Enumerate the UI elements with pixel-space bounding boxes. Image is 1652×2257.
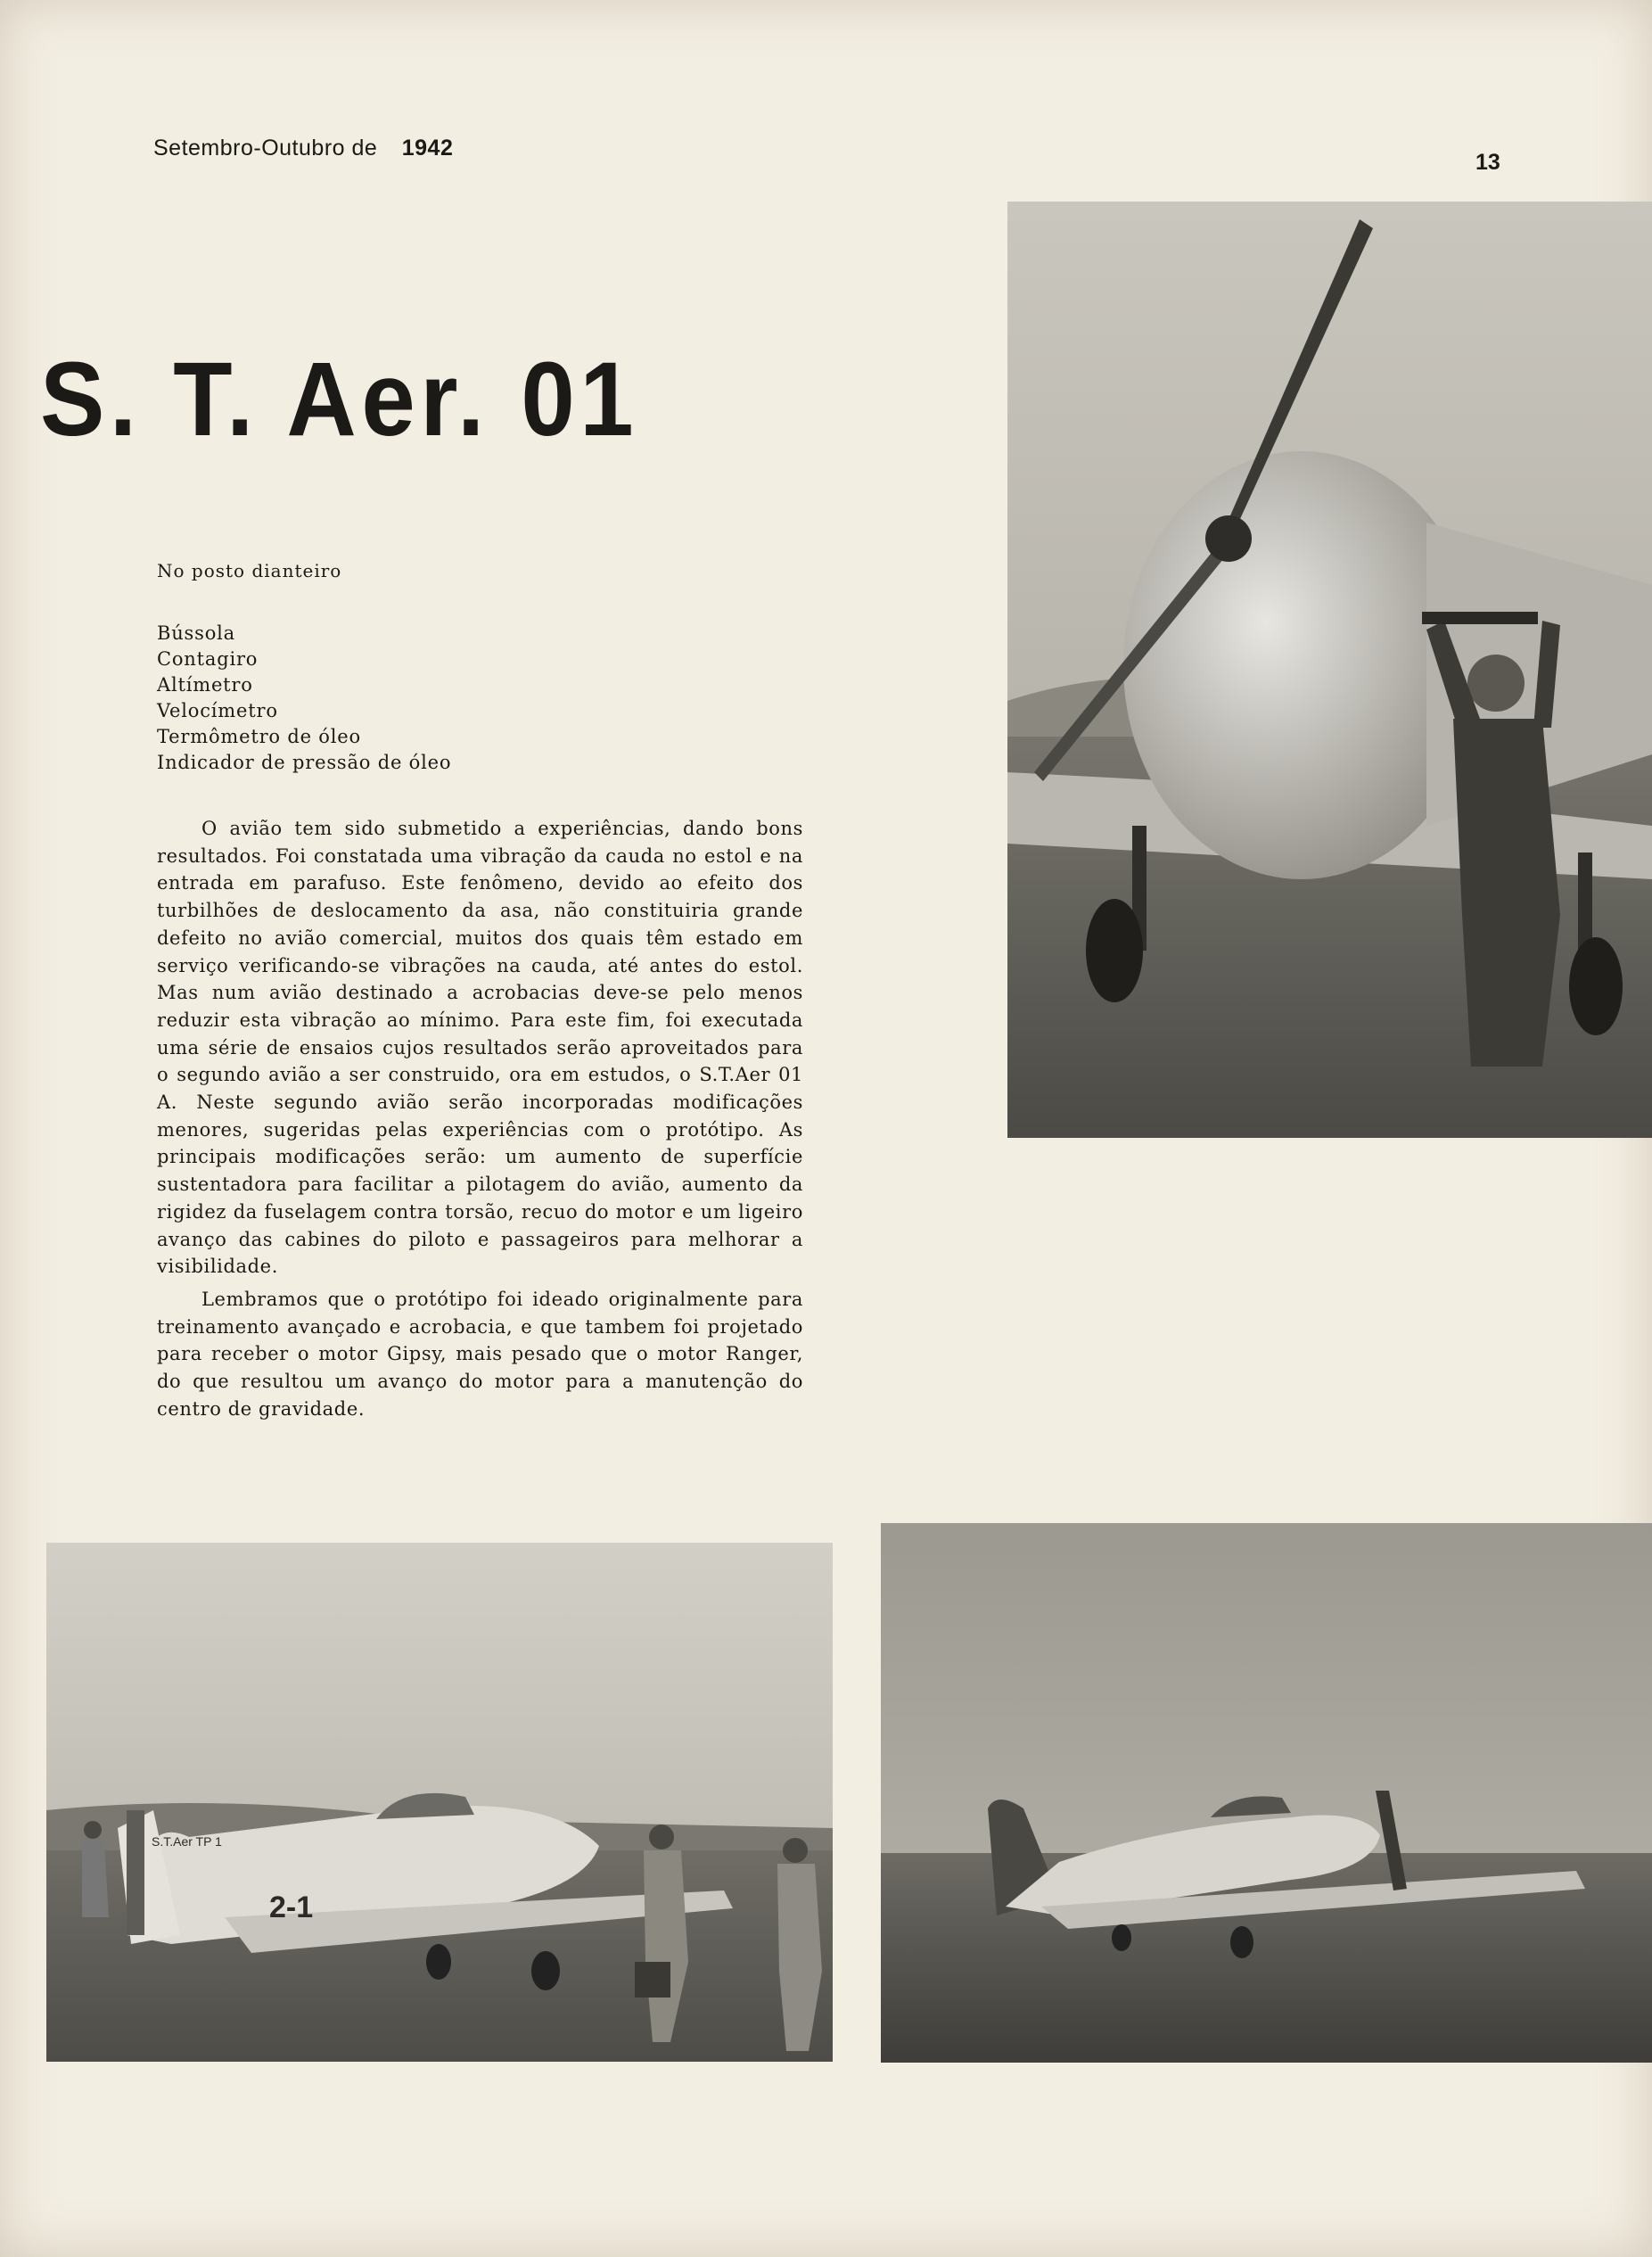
airplane-side-illustration-left [46,1543,833,2062]
instrument-item: Velocímetro [157,700,278,721]
article-body [157,815,803,1428]
airplane-front-photo [1007,202,1652,1138]
instrument-item: Altímetro [157,674,253,696]
instrument-item: Bússola [157,622,235,644]
instrument-item: Indicador de pressão de óleo [157,752,452,773]
airplane-side-illustration-right [881,1523,1652,2063]
running-head [153,136,453,161]
airplane-front-illustration [1007,202,1652,1138]
fuselage-marking: S.T.Aer TP 1 [152,1834,222,1849]
body-paragraph: Lembramos que o protótipo foi ideado originalmente para treinamento avançado e acrobacia, e que tambem foi projetado para receber o motor Gipsy, mais pesado que o motor Ranger, do que resultou um avanço do motor para a manutenção do centro de gravidade. [157,1288,803,1420]
section-label: No posto dianteiro [157,560,342,581]
running-head-year: 1942 [401,136,454,161]
airplane-side-photo-right [881,1523,1652,2063]
airplane-side-photo-left [46,1543,833,2062]
fuselage-number: 2-1 [269,1890,314,1924]
running-head-date: Setembro-Outubro de [153,136,378,161]
instrument-item: Termômetro de óleo [157,726,361,747]
instrument-list [157,621,451,776]
instrument-item: Contagiro [157,648,259,670]
page-number: 13 [1475,150,1500,175]
body-paragraph: O avião tem sido submetido a experiências, dando bons resultados. Foi constatada uma vibração da cauda no estol e na entrada em parafuso. Este fenômeno, devido ao efeito dos turbilhões de deslocamento da asa, não constituiria grande defeito no avião comercial, muitos dos quais têm estado em serviço verificando-se vibrações na cauda, até antes do estol. Mas num avião destinado a acrobacias deve-se pelo menos reduzir esta vibração ao mínimo. Para este fim, foi executada uma série de ensaios cujos resultados serão aproveitados para o segundo avião a ser construido, ora em estudos, o S.T.Aer 01 A. Neste segundo avião serão incorporadas modificações menores, sugeridas pelas experiências com o protótipo. As principais modificações serão: um aumento de superfície sustentadora para facilitar a pilotagem do avião, aumento da rigidez da fuselagem contra torsão, recuo do motor e um ligeiro avanço das cabines do piloto e passageiros para melhorar a visibilidade. [157,818,803,1278]
article-title: S. T. Aer. 01 [40,341,639,458]
